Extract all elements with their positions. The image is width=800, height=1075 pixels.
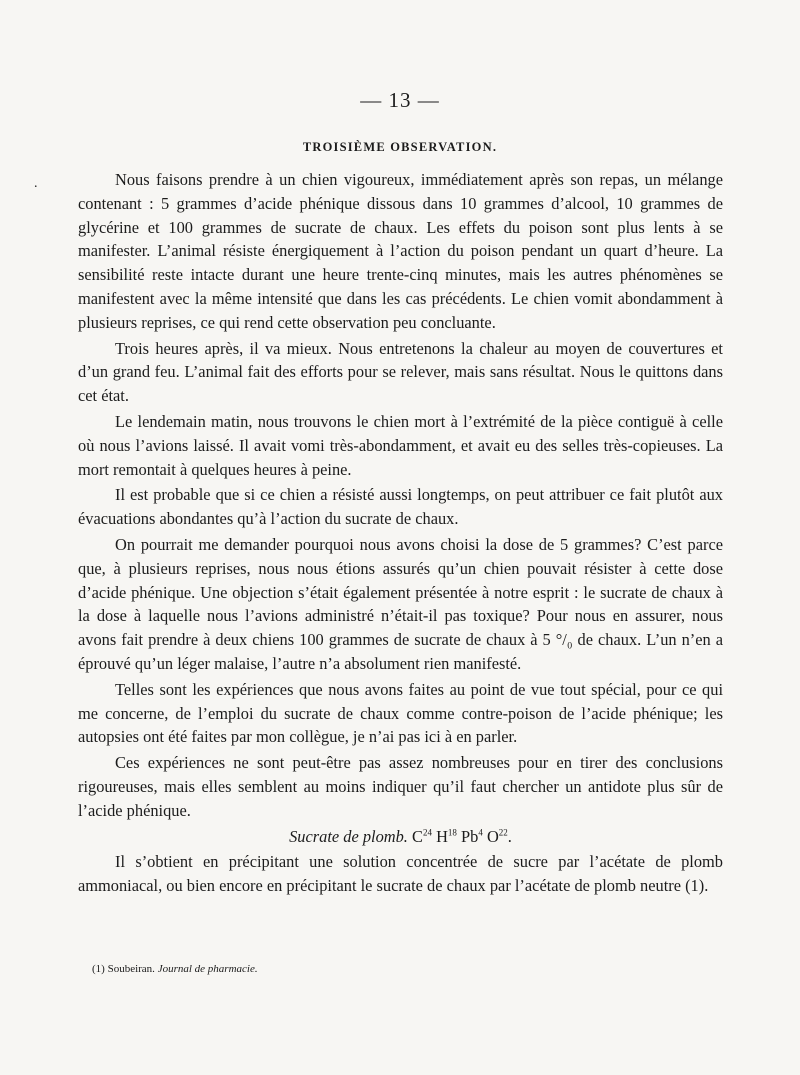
section-title: TROISIÈME OBSERVATION. xyxy=(302,140,498,154)
paragraph-1: Nous faisons prendre à un chien vigoureux, immédiatement après son repas, un mélange contenant : 5 grammes d’acide phénique dissous dans 10 grammes d’alcool, 10 grammes de glycérine et 100 grammes de sucrate de chaux. Les effets du poison sont plus lents à se manifester. L’animal résiste énergiquement à l’action du poison pendant un quart d’heure. La sensibilité reste intacte durant une heure trente-cinq minutes, mais les autres phénomènes se manifestent avec la même intensité que dans les cas précédents. Le chien vomit abondamment à plusieurs reprises, ce qui rend cette observation peu concluante. xyxy=(78,170,723,332)
page-number: — 13 — xyxy=(360,88,440,112)
stray-mark: . xyxy=(34,176,38,191)
footnote-marker: (1) Soubeiran. xyxy=(92,963,155,975)
footnote-journal: Journal de pharmacie. xyxy=(157,963,258,975)
paragraph-6: Telles sont les expériences que nous avons faites au point de vue tout spécial, pour ce qui me concerne, de l’emploi du sucrate de chaux comme contre-poison de l’acide phénique; les autopsies ont été faites par mon collègue, je n’ai pas ici à en parler. xyxy=(78,679,723,747)
paragraph-7: Ces expériences ne sont peut-être pas assez nombreuses pour en tirer des conclusions rigoureuses, mais elles semblent au moins indiquer qu’il faut chercher un antidote plus sûr de l’acide phénique. xyxy=(78,753,723,820)
paragraph-3: Le lendemain matin, nous trouvons le chien mort à l’extrémité de la pièce contiguë à celle où nous l’avions laissé. Il avait vomi très-abondamment, et avait eu des selles très-copieuses. La mort remontait à quelques heures à peine. xyxy=(78,411,723,479)
paragraph-5: On pourrait me demander pourquoi nous avons choisi la dose de 5 grammes? C’est parce que, à plusieurs reprises, nous nous étions assurés qu’un chien pouvait résister à cette dose d’acide phénique. Une objection s’était également présentée à notre esprit : le sucrate de chaux à la dose à laquelle nous l’avions administré n’était-il pas toxique? Pour nous en assurer, nous avons fait prendre à deux chiens 100 grammes de sucrate de chaux à 5 °/₀ de chaux. L’un n’en a éprouvé qu’un léger malaise, l’autre n’a absolument rien manifesté. xyxy=(78,534,723,673)
chemical-formula: $C^{24}$ $H^{18}$ Pb$^4$ $O^{22}$. xyxy=(412,826,512,846)
paragraph-2: Trois heures après, il va mieux. Nous entretenons la chaleur au moyen de couvertures et d’un grand feu. L’animal fait des efforts pour se relever, mais sans résultat. Nous le quittons dans cet état. xyxy=(78,338,723,406)
formula-name: Sucrate de plomb. xyxy=(289,826,408,846)
body-text xyxy=(78,168,723,898)
formula-heading xyxy=(78,825,723,849)
paragraph-4: Il est probable que si ce chien a résisté aussi longtemps, on peut attribuer ce fait plutôt aux évacuations abondantes qu’à l’action du sucrate de chaux. xyxy=(78,485,723,529)
footnote xyxy=(92,962,722,976)
paragraph-8: Il s’obtient en précipitant une solution concentrée de sucre par l’acétate de plomb ammoniacal, ou bien encore en précipitant le sucrate de chaux par l’acétate de plomb neutre (1). xyxy=(78,852,723,896)
